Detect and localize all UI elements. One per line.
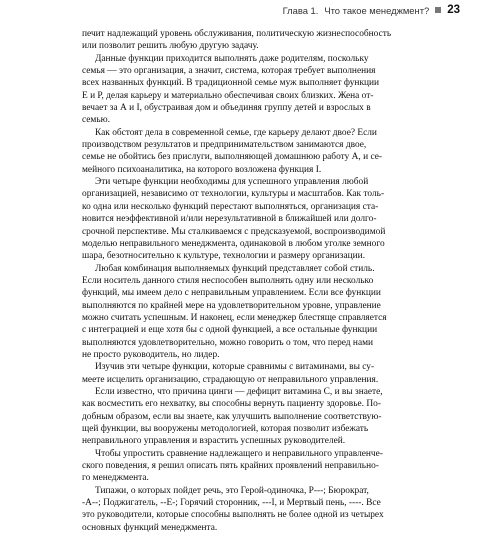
text-line: Е и Р, делая карьеру и материально обеспечивая своих близких. Жена от- [82,90,374,101]
text-line: Как обстоят дела в современной семье, где карьеру делают двое? Если [95,127,377,138]
running-header [283,3,460,17]
text-line: моделью неправильного менеджмента, одинаковой в любом уголке земного [82,238,385,249]
paragraph [82,361,420,386]
text-line: основных функций менеджмента. [82,522,218,533]
text-line: мейного психоаналитика, на которого возложена функция I. [82,164,322,175]
page-number: 23 [447,4,460,16]
text-line: печит надлежащий уровень обслуживания, политическую жизнеспособность [82,29,392,39]
text-line: Эти четыре функции необходимы для успешного управления любой [95,177,369,188]
paragraph [82,28,420,53]
text-line: это руководители, которые способны выполнять не более одной из четырех [82,510,384,521]
paragraph [82,485,420,534]
text-line: щей функции, вы вооружены методологией, которая позволит избежать [82,424,369,434]
text-line: Данные функции приходится выполнять даже родителям, поскольку [95,53,369,64]
text-line: Типажи, о которых пойдет речь, это Герой-одиночка, Р---; Бюрократ, [95,485,369,496]
paragraph [82,53,420,127]
square-marker-icon [435,7,441,13]
text-line: функций, мы имеем дело с неправильным управлением. Если все функции [82,288,381,299]
text-line: Если носитель данного стиля неспособен выполнять одну или несколько [82,275,374,286]
paragraph [82,127,420,176]
text-line: вечает за А и I, обустраивая дом и объединяя группу детей и взрослых в [82,103,371,114]
text-line: можно считать успешным. И наконец, если менеджер блестяще справляется [82,312,387,323]
paragraph [82,176,420,262]
text-line: Если известно, что причина цинги — дефицит витамина С, и вы знаете, [95,386,383,397]
text-line: шара, безотносительно к культуре, технологии и размеру организации. [82,251,366,262]
text-line: семья — это организация, а значит, система, которая требует выполнения [82,66,376,77]
text-line: ского поведения, я решил описать пять крайних проявлений неправильно- [82,461,379,472]
body-text [82,28,420,534]
text-line: семью. [82,115,110,126]
paragraph [82,386,420,448]
text-line: Чтобы упростить сравнение надлежащего и неправильного управленче- [95,448,383,459]
text-line: выполняются по крайней мере на удовлетворительном уровне, управление [82,300,381,311]
chapter-title: Что такое менеджмент? [324,4,430,16]
text-line: или позволит решить любую другую задачу. [82,41,259,52]
text-line: го менеджмента. [82,473,149,484]
text-line: неправильного управления и взрастить успешных руководителей. [82,436,346,447]
text-line: всех названных функций. В традиционной семье муж выполняет функции [82,78,380,89]
text-line: организацией, независимо от технологии, культуры и масштабов. Как толь- [82,189,385,200]
chapter-label: Глава 1. [282,4,319,16]
text-line: как восместить его нехватку, вы способны вернуть пациенту здоровье. По- [82,399,381,410]
text-line: -А--; Поджигатель, --Е-; Горячий сторонник, ---I, и Мертвый пень, ----. Все [82,498,381,509]
text-line: семье не обойтись без прислуги, выполняющей домашнюю работу А, и се- [82,152,383,163]
text-line: производством результатов и предпринимательством занимаются двое, [82,140,367,151]
text-line: ко одна или несколько функций перестают выполняться, организация ста- [82,201,379,212]
text-line: срочной перспективе. Мы сталкиваемся с предсказуемой, воспроизводимой [82,226,386,237]
paragraph [82,263,420,362]
text-line: с интеграцией и еще хотя бы с одной функцией, а все остальные функции [82,325,378,336]
text-line: не просто руководитель, но лидер. [82,349,220,360]
text-line: Любая комбинация выполняемых функций представляет собой стиль. [95,263,375,274]
text-line: новится неэффективной и/или нерезультативной в ближайшей или долго- [82,214,377,225]
text-line: выполняются удовлетворительно, можно говорить о том, что перед нами [82,337,374,348]
paragraph [82,448,420,485]
text-line: Изучив эти четыре функции, которые сравнимы с витаминами, вы су- [95,362,375,373]
text-line: меете исцелить организацию, страдающую от неправильного управления. [82,374,379,385]
text-line: добным образом, если вы знаете, как улучшить выполнение соответствую- [82,411,382,422]
